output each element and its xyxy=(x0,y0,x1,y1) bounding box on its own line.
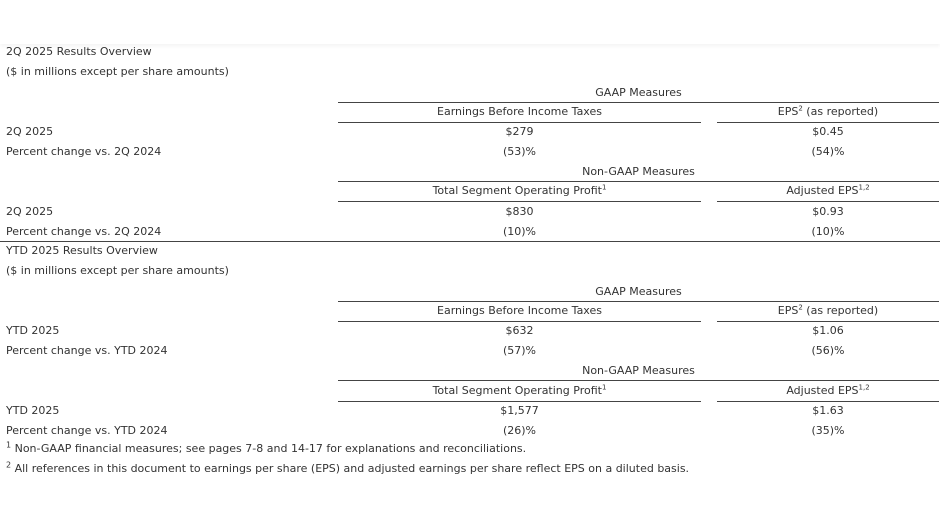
section-divider xyxy=(0,241,940,242)
col-header-ebit: Earnings Before Income Taxes xyxy=(437,304,602,317)
col-header-rule xyxy=(338,401,701,402)
row-label: Percent change vs. 2Q 2024 xyxy=(6,145,162,158)
cell-value: $830 xyxy=(505,205,534,218)
col-header-segment-profit: Total Segment Operating Profit$^1$ xyxy=(432,383,607,397)
footnote: $^1$ Non-GAAP financial measures; see pages 7-8 and 14-17 for explanations and reconciliations. xyxy=(6,440,527,455)
cell-value: (57)% xyxy=(502,344,537,357)
col-header-rule xyxy=(717,321,939,322)
section-title: 2Q 2025 Results Overview xyxy=(6,45,152,58)
cell-value: $632 xyxy=(505,324,534,337)
cell-value: $0.93 xyxy=(812,205,844,218)
cell-value: (54)% xyxy=(811,145,845,158)
row-label: YTD 2025 xyxy=(6,404,60,417)
col-header-eps: EPS$^2$ (as reported) xyxy=(777,303,879,317)
section-title: YTD 2025 Results Overview xyxy=(6,244,158,257)
section-subtitle: ($ in millions except per share amounts) xyxy=(6,65,229,78)
cell-value: (26)% xyxy=(502,424,537,437)
col-header-rule xyxy=(717,122,939,123)
nongaap-group-rule xyxy=(338,380,939,381)
col-header-rule xyxy=(338,201,701,202)
col-header-rule xyxy=(338,321,701,322)
col-header-rule xyxy=(717,201,939,202)
row-label: 2Q 2025 xyxy=(6,205,54,218)
cell-value: (10)% xyxy=(811,225,845,238)
row-label: Percent change vs. 2Q 2024 xyxy=(6,225,162,238)
gaap-group-rule xyxy=(338,102,939,103)
nongaap-group-rule xyxy=(338,181,939,182)
col-header-eps: EPS$^2$ (as reported) xyxy=(777,104,879,118)
row-label: 2Q 2025 xyxy=(6,125,54,138)
col-header-segment-profit: Total Segment Operating Profit$^1$ xyxy=(432,183,607,197)
col-header-adjusted-eps: Adjusted EPS$^{1,2}$ xyxy=(786,383,870,397)
nongaap-group-label: Non-GAAP Measures xyxy=(582,165,695,178)
col-header-ebit: Earnings Before Income Taxes xyxy=(437,105,602,118)
gaap-group-label: GAAP Measures xyxy=(595,86,682,99)
gaap-group-rule xyxy=(338,301,939,302)
cell-value: $279 xyxy=(505,125,534,138)
row-label: YTD 2025 xyxy=(6,324,60,337)
cell-value: $1.63 xyxy=(812,404,844,417)
col-header-rule xyxy=(717,401,939,402)
cell-value: (10)% xyxy=(502,225,537,238)
cell-value: $1.06 xyxy=(812,324,844,337)
cell-value: $0.45 xyxy=(812,125,844,138)
cell-value: $1,577 xyxy=(500,404,539,417)
gaap-group-label: GAAP Measures xyxy=(595,285,682,298)
row-label: Percent change vs. YTD 2024 xyxy=(6,424,168,437)
cell-value: (35)% xyxy=(811,424,845,437)
row-label: Percent change vs. YTD 2024 xyxy=(6,344,168,357)
cell-value: (56)% xyxy=(811,344,845,357)
nongaap-group-label: Non-GAAP Measures xyxy=(582,364,695,377)
section-subtitle: ($ in millions except per share amounts) xyxy=(6,264,229,277)
footnote: $^2$ All references in this document to earnings per share (EPS) and adjusted earnings per share reflect EPS on a diluted basis. xyxy=(6,460,690,475)
col-header-rule xyxy=(338,122,701,123)
cell-value: (53)% xyxy=(502,145,537,158)
top-band xyxy=(0,0,940,44)
col-header-adjusted-eps: Adjusted EPS$^{1,2}$ xyxy=(786,183,870,197)
